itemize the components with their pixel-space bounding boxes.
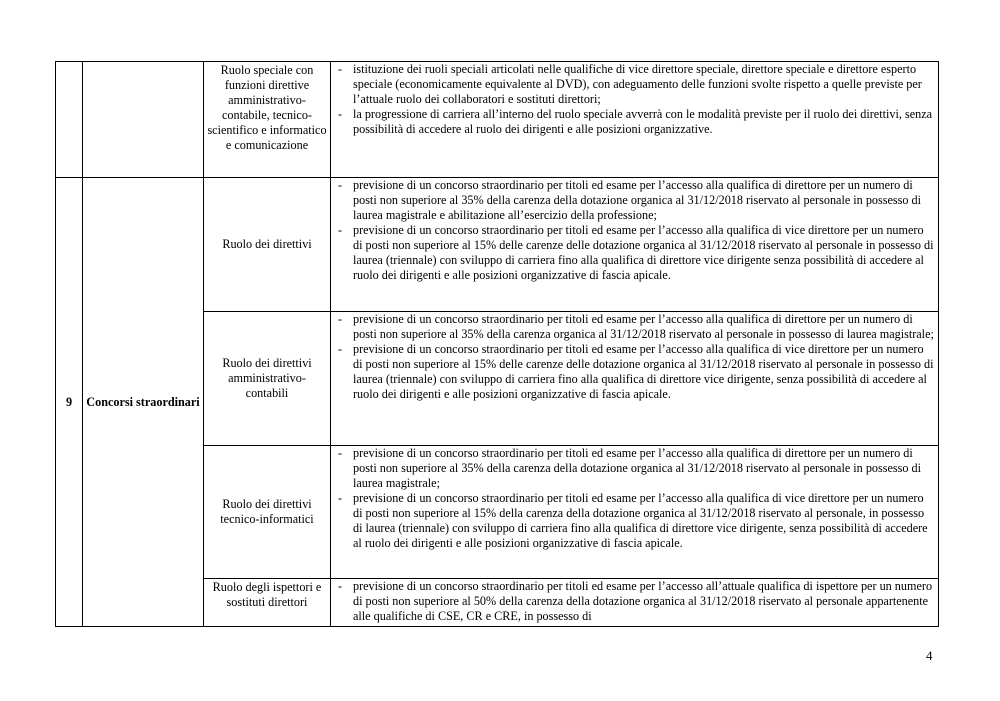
role-cell: Ruolo speciale con funzioni direttive amministrativo-contabile, tecnico-scientifico e informatico e comunicazione bbox=[204, 62, 331, 178]
table-row-ruolo-direttivi bbox=[56, 178, 939, 312]
row-number-cell: 9 bbox=[56, 178, 83, 627]
document-table bbox=[55, 61, 939, 627]
role-cell: Ruolo dei direttivi amministrativo-contabili bbox=[204, 312, 331, 446]
description-list bbox=[335, 579, 935, 624]
role-cell: Ruolo dei direttivi tecnico-informatici bbox=[204, 446, 331, 579]
description-list bbox=[335, 312, 935, 402]
topic-cell: Concorsi straordinari bbox=[83, 178, 204, 627]
description-cell bbox=[331, 178, 939, 312]
list-item: - previsione di un concorso straordinario per titoli ed esame per l’accesso alla qualifica di vice direttore per un numero di posti non superiore al 15% della carenza della dotazione organica al 31/12/2018 riservato al personale, in possesso di laurea (triennale) con sviluppo di carriera fino alla qualifica di direttore vice dirigente, senza possibilità di accedere al ruolo dei dirigenti e alle posizioni organizzative di fascia apicale. bbox=[335, 491, 935, 551]
list-item: - previsione di un concorso straordinario per titoli ed esame per l’accesso all’attuale qualifica di ispettore per un numero di posti non superiore al 50% della carenza della dotazione organica al 31/12/2018 riservato al personale appartenente alle qualifiche di CSE, CR e CRE, in possesso di bbox=[335, 579, 935, 624]
description-cell bbox=[331, 312, 939, 446]
list-item: - previsione di un concorso straordinario per titoli ed esame per l’accesso alla qualifica di direttore per un numero di posti non superiore al 35% della carenza organica al 31/12/2018 riservato al personale in possesso di laurea magistrale; bbox=[335, 312, 935, 342]
list-item: - istituzione dei ruoli speciali articolati nelle qualifiche di vice direttore speciale, direttore speciale e direttore esperto speciale (economicamente equivalente al DVD), con adeguamento delle funzioni svolte rispetto a quelle previste per l’attuale ruolo dei collaboratori e sostituti direttori; bbox=[335, 62, 935, 107]
list-item: - previsione di un concorso straordinario per titoli ed esame per l’accesso alla qualifica di direttore per un numero di posti non superiore al 35% della carenza della dotazione organica al 31/12/2018 riservato al personale in possesso di laurea magistrale e abilitazione all’esercizio della professione; bbox=[335, 178, 935, 223]
description-list bbox=[335, 178, 935, 283]
role-cell: Ruolo dei direttivi bbox=[204, 178, 331, 312]
list-item: - previsione di un concorso straordinario per titoli ed esame per l’accesso alla qualifica di vice direttore per un numero di posti non superiore al 15% delle carenze delle dotazione organica al 31/12/2018 riservato al personale in possesso di laurea (triennale) con sviluppo di carriera fino alla qualifica di direttore vice dirigente, senza possibilità di accedere al ruolo dei dirigenti e alle posizioni organizzative di fascia apicale. bbox=[335, 342, 935, 402]
description-cell bbox=[331, 579, 939, 627]
description-cell bbox=[331, 62, 939, 178]
page-number: 4 bbox=[926, 648, 933, 663]
table-row-ruolo-speciale bbox=[56, 62, 939, 178]
list-item: - previsione di un concorso straordinario per titoli ed esame per l’accesso alla qualifica di direttore per un numero di posti non superiore al 35% della carenza della dotazione organica al 31/12/2018 riservato al personale in possesso di laurea magistrale; bbox=[335, 446, 935, 491]
role-cell: Ruolo degli ispettori e sostituti direttori bbox=[204, 579, 331, 627]
description-list bbox=[335, 446, 935, 551]
topic-cell bbox=[83, 62, 204, 178]
list-item: - la progressione di carriera all’interno del ruolo speciale avverrà con le modalità previste per il ruolo dei direttivi, senza possibilità di accedere al ruolo dei dirigenti e alle posizioni organizzative. bbox=[335, 107, 935, 137]
description-list bbox=[335, 62, 935, 137]
list-item: - previsione di un concorso straordinario per titoli ed esame per l’accesso alla qualifica di vice direttore per un numero di posti non superiore al 15% delle carenze delle dotazione organica al 31/12/2018 riservato al personale in possesso di laurea (triennale) con sviluppo di carriera fino alla qualifica di direttore vice dirigente senza possibilità di accedere al ruolo dei dirigenti e alle posizioni organizzative di fascia apicale. bbox=[335, 223, 935, 283]
row-number-cell bbox=[56, 62, 83, 178]
description-cell bbox=[331, 446, 939, 579]
